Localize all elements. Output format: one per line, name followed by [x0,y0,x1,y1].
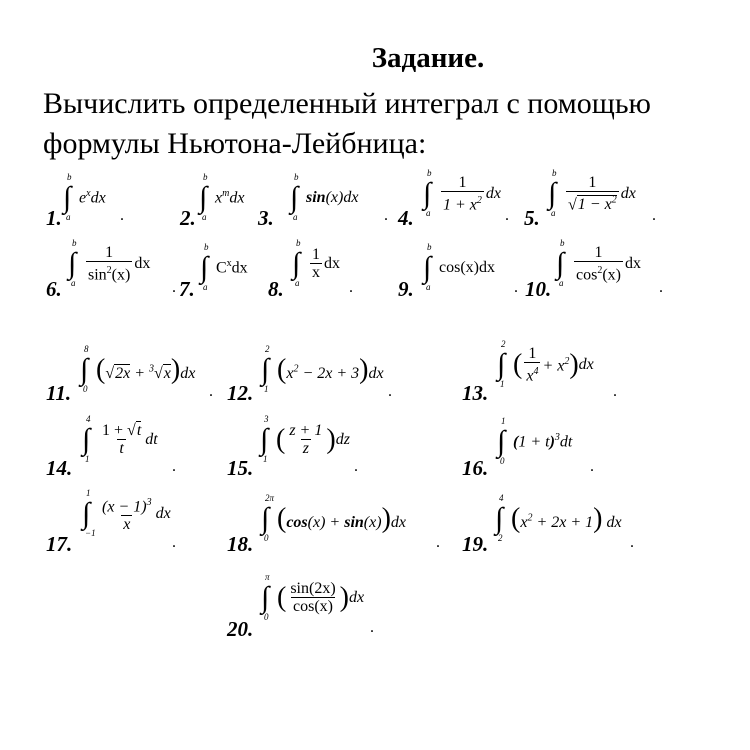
task-17-dot: . [172,534,176,551]
task-6-integral: ∫ b a $\frac{1}{\sin^2(x)}$ dx [68,238,151,289]
task-7-integral: ∫ b a $C^xdx$ [200,242,248,292]
integral-sign: ∫ 2π 0 [261,493,275,543]
task-18-number: 18. [227,532,254,556]
task-10-dot: . [659,279,663,296]
integral-sign: ∫ b a [423,168,432,219]
integral-sign: ∫ b a [199,172,208,222]
task-20-number: 20. [227,617,254,641]
task-13-number: 13. [462,381,489,405]
task-9-dot: . [514,279,518,296]
integral-sign: ∫ π 0 [261,572,270,622]
task-3-number: 3. [258,206,274,230]
task-5-number: 5. [524,206,540,230]
task-3-dot: . [384,207,388,224]
task-4-number: 4. [398,206,414,230]
task-9-integral: ∫ b a cos(x)dx [423,242,495,292]
task-19-integral: ∫ 4 2 $(x^2 + 2x + 1)$ dx [495,493,622,543]
task-12-dot: . [388,383,392,400]
integral-sign: ∫ 1 0 [497,416,506,466]
task-6-number: 6. [46,277,62,301]
task-18-dot: . [436,534,440,551]
task-8-number: 8. [268,277,284,301]
task-20-dot: . [370,619,374,636]
task-16-integral: ∫ 1 0 $(1 + t)^3dt$ [497,416,573,466]
task-2-number: 2. [180,206,196,230]
task-8-dot: . [349,279,353,296]
task-11-integral: ∫ 8 0 (√2x + $^3$√x)dx [80,344,196,394]
integral-sign: ∫ 3 1 [260,414,269,464]
instruction-line-1: Вычислить определенный интеграл с помощью [43,87,651,120]
task-12-integral: ∫ 2 1 $(x^2 - 2x + 3)dx$ [261,344,384,394]
task-16-dot: . [590,458,594,475]
integral-sign: ∫ 4 2 [495,493,504,543]
integral-sign: ∫ b a [200,242,209,292]
task-19-dot: . [630,534,634,551]
page-title: Задание. [371,42,485,74]
task-11-number: 11. [46,381,72,405]
task-15-number: 15. [227,456,254,480]
task-20-integral: ∫ π 0 ( $\frac{\sin(2x)}{\cos(x)}$ ) dx [261,572,365,622]
task-4-dot: . [505,207,509,224]
integral-sign: ∫ 1 −1 [82,488,96,539]
integral-sign: ∫ 8 0 [80,344,89,394]
task-14-number: 14. [46,456,73,480]
task-5-dot: . [652,207,656,224]
task-12-number: 12. [227,381,254,405]
task-15-integral: ∫ 3 1 ( $\frac{z + 1}{z}$ ) dz [260,414,350,464]
task-13-dot: . [613,383,617,400]
task-1-number: 1. [46,206,62,230]
task-13-integral: ∫ 2 1 ( $\frac{1}{x^4}$ + $x^2$ ) dx [497,339,594,390]
integral-sign: ∫ 2 1 [261,344,270,394]
task-2-integral: ∫ b a $x^mdx$ [199,172,245,222]
integral-sign: ∫ b a [423,242,432,292]
task-1-dot: . [120,207,124,224]
task-8-integral: ∫ b a $\frac{1}{x}$ dx [292,238,340,288]
task-16-number: 16. [462,456,489,480]
task-4-integral: ∫ b a $\frac{1}{1 + x^2}$ dx [423,168,502,219]
task-19-number: 19. [462,532,489,556]
task-10-number: 10. [525,277,552,301]
task-10-integral: ∫ b a $\frac{1}{\cos^2(x)}$ dx [556,238,641,289]
integral-sign: ∫ b a [556,238,565,289]
task-15-dot: . [354,458,358,475]
task-18-integral: ∫ 2π 0 (cos(x) + sin(x))dx [261,493,406,543]
integral-sign: ∫ b a [548,168,557,219]
instruction-line-2: формулы Ньютона-Лейбница: [43,127,427,160]
task-11-dot: . [209,383,213,400]
task-17-number: 17. [46,532,73,556]
task-3-integral: ∫ b a sin(x)dx [290,172,359,222]
task-1-integral: ∫ b a $e^xdx$ [63,172,106,222]
integral-sign: ∫ b a [63,172,72,222]
task-7-number: 7. [179,277,195,301]
task-9-number: 9. [398,277,414,301]
task-17-integral: ∫ 1 −1 $\frac{(x - 1)^3}{x}$ dx [82,488,171,539]
task-14-integral: ∫ 4 1 $\frac{1 + √t}{t}$ dt [82,414,158,464]
integral-sign: ∫ 2 1 [497,339,506,390]
task-14-dot: . [172,458,176,475]
task-6-dot: . [172,279,176,296]
integral-sign: ∫ b a [292,238,301,288]
integral-sign: ∫ b a [290,172,299,222]
task-5-integral: ∫ b a $\frac{1}{√1 - x^2}$ dx [548,168,636,219]
integral-sign: ∫ b a [68,238,77,289]
integral-sign: ∫ 4 1 [82,414,91,464]
